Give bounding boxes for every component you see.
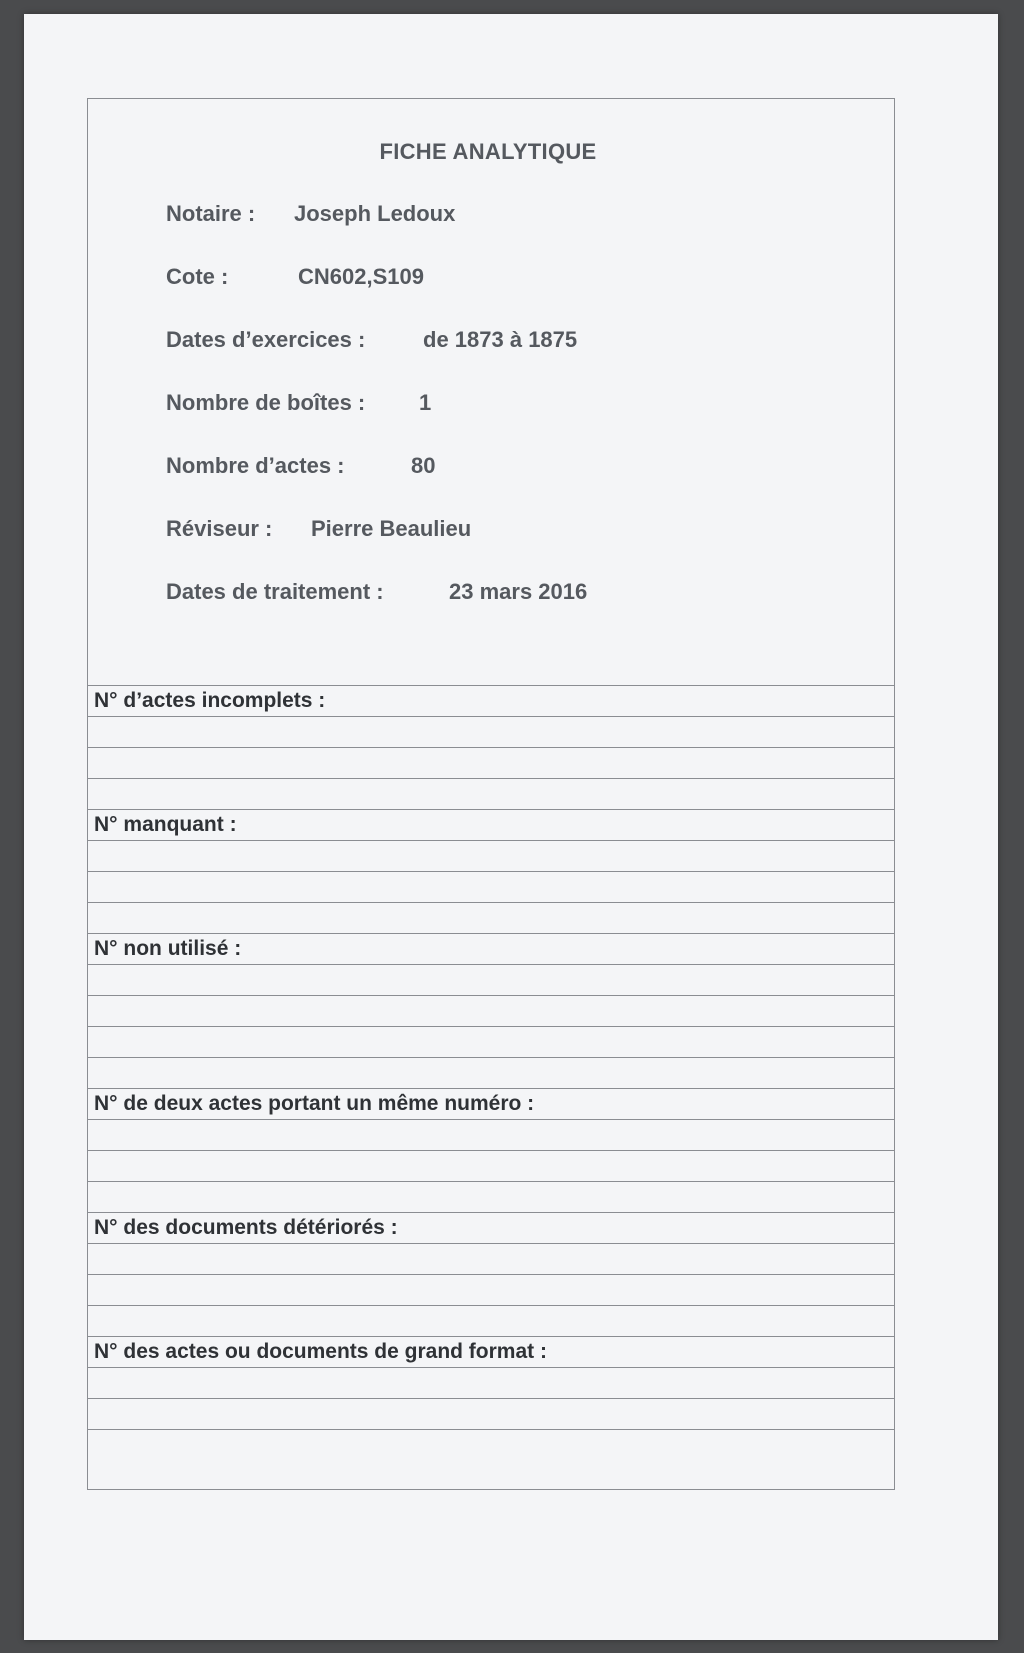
section-non-utilise: N° non utilisé : — [88, 933, 894, 964]
blank-line — [88, 1367, 894, 1398]
reviseur-value: Pierre Beaulieu — [311, 516, 472, 541]
section-deteriores: N° des documents détériorés : — [88, 1212, 894, 1243]
section-meme-numero: N° de deux actes portant un même numéro : — [88, 1088, 894, 1119]
section-grand-format: N° des actes ou documents de grand format : — [88, 1336, 894, 1367]
blank-line — [88, 747, 894, 778]
dates-exercices-label: Dates d’exercices : — [166, 327, 366, 352]
nombre-actes-value: 80 — [411, 453, 436, 478]
nombre-boites-label: Nombre de boîtes : — [166, 390, 366, 415]
dates-traitement-label: Dates de traitement : — [166, 579, 384, 604]
section-manquant: N° manquant : — [88, 809, 894, 840]
field-nombre-boites — [166, 390, 432, 416]
nombre-actes-label: Nombre d’actes : — [166, 453, 345, 478]
dates-exercices-value: de 1873 à 1875 — [423, 327, 578, 352]
blank-line — [88, 1398, 894, 1429]
blank-line — [88, 1057, 894, 1088]
blank-line — [88, 1243, 894, 1274]
blank-line — [88, 1150, 894, 1181]
cote-label: Cote : — [166, 264, 229, 289]
dates-traitement-value: 23 mars 2016 — [449, 579, 588, 604]
blank-line — [88, 1119, 894, 1150]
blank-line — [88, 995, 894, 1026]
blank-line — [88, 1274, 894, 1305]
reviseur-label: Réviseur : — [166, 516, 273, 541]
field-cote — [166, 264, 424, 290]
blank-line — [88, 1305, 894, 1336]
blank-line — [88, 902, 894, 933]
field-dates-exercices — [166, 327, 578, 353]
blank-line — [88, 1181, 894, 1212]
field-reviseur — [166, 516, 472, 542]
cote-value: CN602,S109 — [298, 264, 424, 289]
nombre-boites-value: 1 — [419, 390, 432, 415]
form-frame — [87, 98, 895, 1490]
blank-line — [88, 1429, 894, 1460]
blank-line — [88, 716, 894, 747]
blank-line — [88, 840, 894, 871]
notaire-label: Notaire : — [166, 201, 256, 226]
sections-table — [88, 685, 894, 1460]
section-incomplets: N° d’actes incomplets : — [88, 685, 894, 716]
blank-line — [88, 871, 894, 902]
blank-line — [88, 964, 894, 995]
notaire-value: Joseph Ledoux — [294, 201, 456, 226]
field-dates-traitement — [166, 579, 588, 605]
field-nombre-actes — [166, 453, 436, 479]
blank-line — [88, 778, 894, 809]
form-title: FICHE ANALYTIQUE — [379, 139, 597, 164]
blank-line — [88, 1026, 894, 1057]
paper-sheet — [24, 14, 998, 1640]
field-notaire — [166, 201, 456, 227]
